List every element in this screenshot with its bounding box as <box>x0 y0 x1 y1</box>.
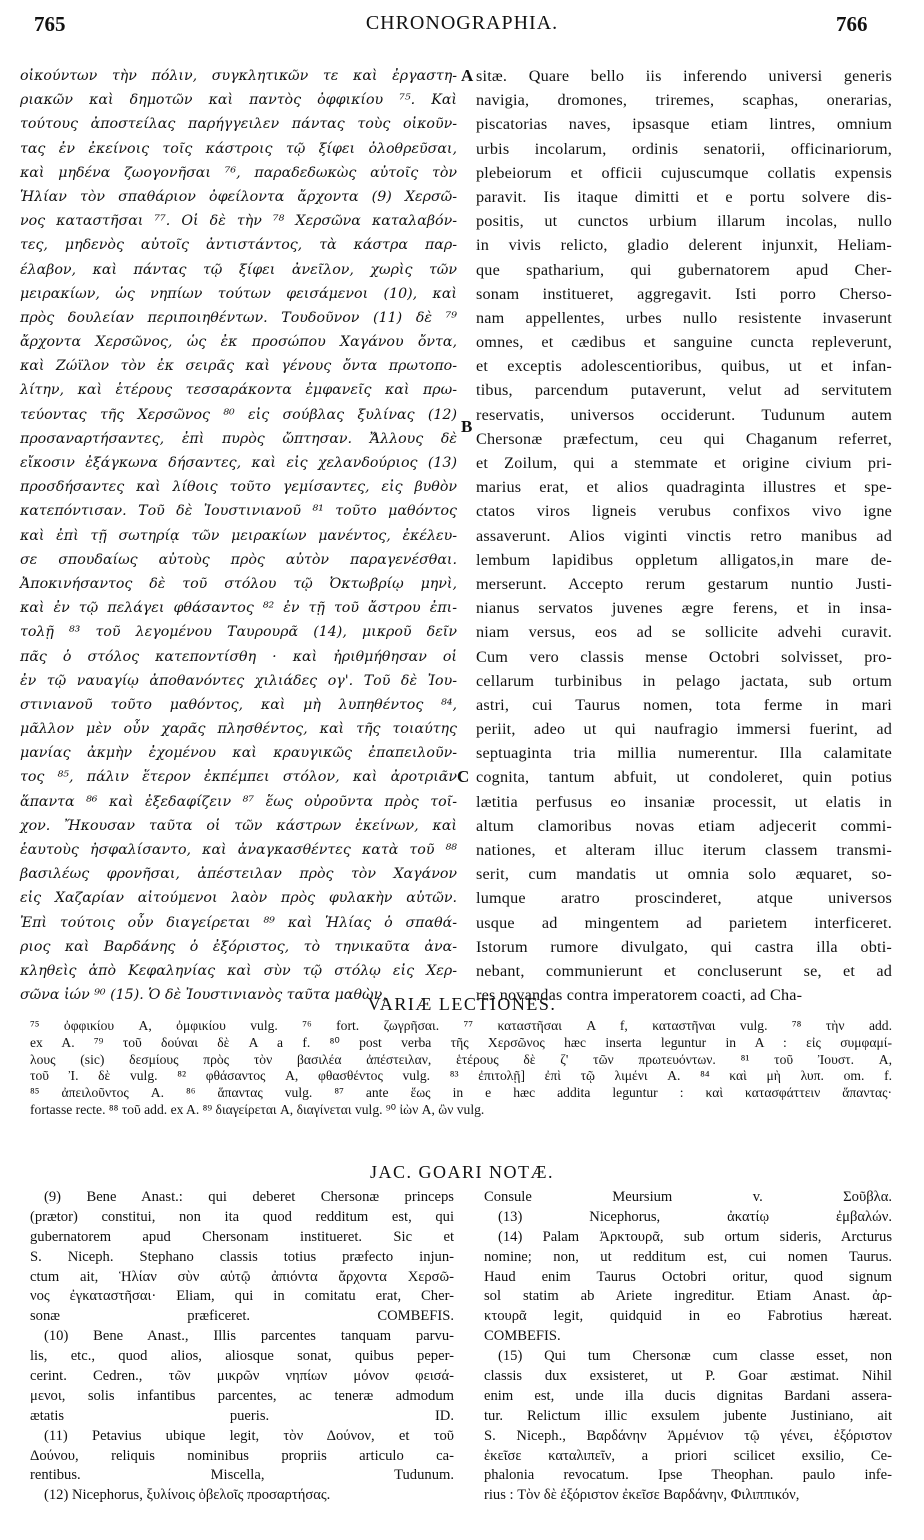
latin-text-line: altum clamoribus novas etiam adjecerit commi- <box>476 816 892 835</box>
note-line: ἐκεῖσε καταλιπεῖν, a priori scilicet exsilio, Ce- <box>484 1447 892 1464</box>
greek-text-line: Ἐπὶ τούτοις οὖν διαγείρεται ⁸⁹ καὶ Ἡλίας ὁ σπαθά- <box>20 914 457 931</box>
greek-text-line: πᾶς ὁ στόλος κατεποντίσθη · καὶ ἠριθμήθησαν οἱ <box>20 648 457 665</box>
right-page-number: 766 <box>836 12 868 36</box>
note-line: cerint. Cedren., τῶν μικρῶν νηπίων μόνον φεισά- <box>30 1368 454 1385</box>
latin-text-line: sonam institueret, aggregavit. Isti porro Cherso- <box>476 284 892 303</box>
latin-text-line: nationes, et alteram illuc iterum classem transmi- <box>476 841 892 859</box>
greek-text-line: χον. Ἤκουσαν ταῦτα οἱ τῶν κάστρων ἐκείνων, καὶ <box>20 817 457 834</box>
greek-text-line: κατεπόντισαν. Τοῦ δὲ Ἰουστινιανοῦ ⁸¹ τοῦτο μαθόντος <box>20 503 457 520</box>
greek-text-line: καὶ μηδένα ζωογονῆσαι ⁷⁶, παραδεδωκὼς αὐτοῖς τὸν <box>20 164 457 181</box>
latin-text-line: cellarum turbinibus in pelago jactata, sub ortum <box>476 671 892 690</box>
greek-text-line: Ἡλίαν τὸν σπαθάριον ὀφείλοντα ἄρχοντα (9) Χερσῶ- <box>20 188 457 205</box>
greek-text-line: καὶ Ζώϊλον τὸν ἐκ σειρᾶς καὶ γένους ὄντα πρωτοπο- <box>20 358 457 375</box>
variant-readings <box>30 1018 892 1119</box>
latin-text-line: astri, cui Taurus nomen, tota ferme in mari <box>476 695 892 714</box>
margin-marker-c: C <box>457 767 470 786</box>
greek-text-line: προσαναρτήσαντες, ἐπὶ πυρὸς ὤπτησαν. Ἄλλους δὲ <box>20 430 457 447</box>
note-line: (15) Qui tum Chersonæ cum classe esset, non <box>498 1348 892 1365</box>
note-line: (11) Petavius ubique legit, τὸν Δούνον, et τοῦ <box>44 1427 454 1444</box>
greek-text-line: λίτην, καὶ ἑτέρους τεσσαράκοντα ἐμφανεῖς καὶ πρω- <box>20 382 457 399</box>
latin-text-line: Cum vero classis mense Octobri solvisset, pro- <box>476 647 892 666</box>
latin-text-line: et Zoilum, qui a stemmate et origine civium pri- <box>476 454 892 472</box>
note-line: (13) Nicephorus, ἀκατίῳ ἐμβαλών. <box>498 1208 892 1225</box>
notes-left-column <box>30 1188 454 1528</box>
variant-reading-line: ⁷⁵ ὀφφικίου A, ὀμφικίου vulg. ⁷⁶ fort. ζωγρῆσαι. ⁷⁷ καταστῆσαι A f, καταστῆναι vulg. ⁷⁸ τὴν add. <box>30 1018 892 1033</box>
greek-text-line: εἰς Χαζαρίαν αἰτούμενοι λαὸν πρὸς φυλακὴν αὐτῶν. <box>20 890 457 907</box>
greek-text-line: ἄρχοντα Χερσῶνος, ὡς ἐκ προσώπου Χαγάνου ὄντα, <box>20 334 457 351</box>
note-line: ctum ait, Ἡλίαν σὺν αὐτῷ ἀπιόντα ἄρχοντα Χερσῶ- <box>30 1268 454 1285</box>
greek-text-line: ἅπαντα ⁸⁶ καὶ ἐξεδαφίζειν ⁸⁷ ἕως οὐροῦντα πρὸς τοῖ- <box>20 793 457 810</box>
greek-text-line: τες, μηδενὸς αὐτοῖς ἀντιστάντος, τὰ κάστρα παρ- <box>20 237 457 254</box>
latin-text-line: positis, ut cunctos urbium illarum incolas, nullo <box>476 212 892 231</box>
notes-heading: JAC. GOARI NOTÆ. <box>369 1162 554 1182</box>
margin-marker-b: B <box>461 417 473 436</box>
variant-reading-line: τοῦ Ἰ. δὲ vulg. ⁸² φθάσαντος A, φθασθέντος vulg. ⁸³ ἐπιτολῇ] ἐπὶ τῷ λιμένι A. ⁸⁴ καὶ μὴ λυπ. om. f. <box>30 1068 892 1084</box>
greek-text-line: βασιλέως φρονῆσαι, ἀπέστειλαν πρὸς τὸν Χαγάνον <box>20 866 457 883</box>
latin-text-line: Istorum rumore divulgato, qui castra illa obti- <box>476 937 892 956</box>
latin-text-line: lembum lapidibus oppletum alligatos,in mare de- <box>476 550 892 569</box>
greek-text-line: μειρακίων, ὡς νηπίων τούτων φεισάμενοι (10), καὶ <box>20 285 457 302</box>
variant-reading-line: λους (sic) δεσμίους πρὸς τὸν βασιλέα ἀπέστειλαν, ἑτέρους δὲ ζ' τῶν πρωτευόντων. ⁸¹ τοῦ Ἰουστ. A, <box>30 1051 892 1067</box>
latin-text-line: septuaginta tria millia numerentur. Illa calamitate <box>476 744 892 763</box>
latin-text-line: merserunt. Accepto rerum gestarum nuntio Justi- <box>476 574 892 593</box>
latin-text-line: nam appellentes, urbes nullo resistente invaserunt <box>476 308 892 327</box>
note-line: gubernatorem apud Chersonam institueret. Sic et <box>30 1228 454 1245</box>
running-header <box>0 8 924 38</box>
notes-right-column <box>484 1188 892 1528</box>
variae-lectiones-heading: VARIÆ LECTIONES. <box>367 994 557 1014</box>
note-line: nomine; non, ut redditum est, cui nomen Taurus. <box>484 1248 892 1265</box>
latin-text-line: omnes, et cædibus et sanguine cuncta repleverunt, <box>476 333 892 352</box>
greek-text-line: σῶνα ἰών ⁹⁰ (15). Ὁ δὲ Ἰουστινιανὸς ταῦτα μαθὼν, <box>20 987 387 1004</box>
greek-text-line: έλαβον, καὶ πάντας τῷ ξίφει ἀνεῖλον, χωρὶς τῶν <box>20 261 457 278</box>
variant-reading-line: ex A. ⁷⁹ τοῦ δούναι δὲ A a f. ⁸⁰ post verba τῆς Χερσῶνος hæc inserta leguntur in A : εἰς συμφαμί- <box>30 1034 892 1050</box>
latin-text-line: lætitia perfusus eo insaniæ processit, ut elatis in <box>476 792 892 811</box>
greek-text-line: νος καταστῆσαι ⁷⁷. Οἱ δὲ τὴν ⁷⁸ Χερσῶνα καταλαβόν- <box>20 213 457 230</box>
latin-text-line: Chersonæ præfectum, ceu qui Chaganum referret, <box>476 429 892 448</box>
latin-text-line: que spatharium, qui gubernatorem apud Cher- <box>476 260 892 279</box>
note-line: sonæ præficeret. COMBEFIS. <box>30 1308 454 1325</box>
left-page-number: 765 <box>34 12 66 36</box>
greek-text-line: τεύοντας τῆς Χερσῶνος ⁸⁰ εἰς σούβλας ξυλίνας (12) <box>20 406 457 423</box>
note-line: rentibus. Miscella, Tudunum. <box>30 1467 454 1484</box>
latin-text-line: navigia, dromones, triremes, scaphas, onerarias, <box>476 91 892 110</box>
latin-text-line: sitæ. Quare bello iis inferendo universi generis <box>476 67 892 85</box>
note-line: classis dux exsisteret, ut P. Goar æstimat. Nihil <box>484 1368 892 1385</box>
latin-text-line: tibus, parcendum putaverunt, velut ad servitutem <box>476 381 892 400</box>
latin-text-line: periit, adeo ut qui naufragio immersi fuerint, ad <box>476 720 892 739</box>
greek-text-line: ἑαυτοὺς ἠσφαλίσαντο, καὶ ἀναγκασθέντες κατὰ τοῦ ⁸⁸ <box>20 842 457 858</box>
greek-text-line: ριος καὶ Βαρδάνης ὁ ἐξόριστος, τὸ τηνικαῦτα ἀνα- <box>20 938 457 955</box>
latin-text-line: lumque aratro proscinderet, atque universos <box>476 889 892 908</box>
greek-text-line: πρὸς δουλείαν περιποιηθέντων. Τουδοῦνον (11) δὲ ⁷⁹ <box>20 309 457 326</box>
latin-text-line: assaverunt. Alios viginti vinctis retro manibus ad <box>476 526 892 545</box>
latin-text-line: res novandas contra imperatorem coacti, ad Cha- <box>476 986 803 1005</box>
greek-text-line: τολῇ ⁸³ τοῦ λεγομένου Ταυρουρᾶ (14), μικροῦ δεῖν <box>20 624 457 641</box>
note-line: phalonia revocatum. Ipse Theophan. paulo infe- <box>484 1467 892 1484</box>
running-title: CHRONOGRAPHIA. <box>365 12 559 34</box>
note-line: (14) Palam Ἀρκτουρᾶ, sub ortum sideris, Arcturus <box>498 1228 892 1245</box>
greek-text-line: καὶ ἐν τῷ πελάγει φθάσαντος ⁸² ἐν τῇ τοῦ ἄστρου ἐπι- <box>20 600 457 617</box>
greek-text-line: τούτους ἀποστείλας παρήγγειλεν πάντας τοὺς οἰκοῦν- <box>20 116 457 133</box>
greek-text-line: μανίας ἀκμὴν ἐχομένου καὶ κραυγικῶς ἐπαπειλοῦν- <box>20 745 457 762</box>
latin-text-line: nebant, communierunt et concluserunt se, et ad <box>476 961 892 980</box>
note-line: (10) Bene Anast., Illis parcentes tanquam parvu- <box>44 1328 454 1345</box>
latin-text-line: in vivis relicto, gladio delerent injunxit, Heliam- <box>476 236 892 255</box>
note-line: μενοι, solis infantibus parcentes, ac teneræ admodum <box>30 1387 454 1404</box>
greek-text-line: τας ἐν ἐκείνοις τοῖς κάστροις τῷ ξίφει ὀλοθρεῦσαι, <box>20 140 457 157</box>
note-line: sol statim ab Ariete ingreditur. Etiam Anast. ἀρ- <box>484 1288 892 1305</box>
latin-text-line: paravit. Iis itaque dimitti et e portu solvere dis- <box>476 187 892 206</box>
note-line: rius : Τὸν δὲ ἐξόριστον ἐκεῖσε Βαρδάνην, Φιλιππικόν, <box>484 1487 800 1504</box>
note-line: (9) Bene Anast.: qui deberet Chersonæ princeps <box>44 1189 454 1205</box>
latin-text-column <box>476 64 892 1005</box>
note-line: κτουρᾶ legit, quidquid in eo Fabrotius hæreat. <box>484 1308 892 1325</box>
greek-text-line: στινιανοῦ τοῦτο μαθόντος, καὶ μὴ λυπηθέντος ⁸⁴, <box>20 696 457 713</box>
note-line: COMBEFIS. <box>484 1328 561 1345</box>
greek-text-column <box>20 64 457 1004</box>
latin-text-line: cognita, tantum abfuit, ut condoleret, quin potius <box>476 768 892 787</box>
latin-text-line: plebeiorum et officii cujuscumque collatis expensis <box>476 163 892 182</box>
greek-text-line: οἰκούντων τὴν πόλιν, συγκλητικῶν τε καὶ ἐργαστη- <box>20 68 457 84</box>
latin-text-line: ctatos viros ligneis verubus confixos vivo igne <box>476 502 892 521</box>
note-line: lis, etc., quod alios, aliosque sonat, quibus peper- <box>30 1348 454 1365</box>
greek-text-line: Ἀποκινήσαντος δὲ τοῦ στόλου τῷ Ὀκτωβρίῳ μηνὶ, <box>20 575 457 592</box>
greek-text-line: ριακῶν καὶ δημοτῶν καὶ παντὸς ὀφφικίου ⁷⁵. Καὶ <box>20 92 457 109</box>
note-line: Δούνου, reliquis nominibus propriis articulo ca- <box>30 1447 454 1464</box>
note-line: S. Niceph. Stephano classis totius præfecto injun- <box>30 1248 454 1265</box>
latin-text-line: niam versus, eos ad se sollicite advehi curavit. <box>476 623 892 642</box>
latin-text-line: et exceptis adolescentioribus, quibus, ut et infan- <box>476 357 892 376</box>
note-line: Consule Meursium v. Σοῦβλα. <box>484 1189 892 1205</box>
latin-text-line: usque ad mingentem ad parietem interficeret. <box>476 913 892 932</box>
margin-marker-a: A <box>461 66 474 85</box>
note-line: (prætor) constitui, non ita quod redditum est, qui <box>30 1208 454 1225</box>
greek-text-line: μᾶλλον μὲν οὖν χαρᾶς πλησθέντος, καὶ τῆς τοιαύτης <box>20 721 457 738</box>
note-line: enim est, unde illa ducis dignitas Bardani assera- <box>484 1387 892 1404</box>
latin-text-line: nianus servatos juvenes ægre ferens, et in insa- <box>476 599 892 618</box>
greek-text-line: καὶ ἐπὶ τῇ σωτηρίᾳ τῶν μειρακίων μανέντος, ἐκέλευ- <box>20 527 457 544</box>
note-line: ætatis pueris. ID. <box>30 1407 454 1424</box>
latin-text-line: reservatis, universos occiderunt. Tudunum autem <box>476 405 892 424</box>
variant-reading-line: ⁸⁵ ἀπειλοῦντος A. ⁸⁶ ἅπαντας vulg. ⁸⁷ ante ἕως in e hæc addita leguntur : καὶ κατασφάττειν ἅπαντας· <box>30 1085 892 1101</box>
greek-text-line: εἴκοσιν ἐξάγκωνα δήσαντες, καὶ εἰς χελανδούριος (13) <box>20 455 457 471</box>
note-line: Haud enim Taurus Octobri oritur, quod signum <box>484 1268 892 1285</box>
latin-text-line: urbis incolarum, ordinis senatorii, officinariorum, <box>476 139 892 158</box>
latin-text-line: serit, cum mandatis ut omnia solo æquaret, so- <box>476 865 892 884</box>
note-line: tur. Relictum illic exsulem jubente Justiniano, ait <box>484 1407 892 1424</box>
note-line: νος ἐγκαταστῆσαι· Eliam, qui in comitatu erat, Cher- <box>30 1288 454 1305</box>
greek-text-line: κληθεὶς ἀπὸ Κεφαληνίας καὶ σὺν τῷ στόλῳ εἰς Χερ- <box>20 962 457 979</box>
greek-text-line: τος ⁸⁵, πάλιν ἕτερον ἐκπέμπει στόλον, καὶ ἀροτριᾶν <box>20 769 457 786</box>
variant-reading-line: fortasse recte. ⁸⁸ τοῦ add. ex A. ⁸⁹ διαγείρεται A, διαγίνεται vulg. ⁹⁰ ἰὼν A, ὢν vulg. <box>30 1101 485 1117</box>
greek-text-line: ἐν τῷ ναυαγίῳ ἀποθανόντες χιλιάδες ογ'. Τοῦ δὲ Ἰου- <box>20 672 457 689</box>
greek-text-line: προσδήσαντες καὶ λίθοις τοῦτο γεμίσαντες, εἰς βυθὸν <box>20 479 457 496</box>
greek-text-line: σε σπουδαίως αὐτοὺς πρὸς αὐτὸν παραγενέσθαι. <box>20 551 457 568</box>
note-line: (12) Nicephorus, ξυλίνοις ὀβελοῖς προσαρτήσας. <box>44 1487 331 1504</box>
latin-text-line: piscatorias naves, ipsasque etiam lintres, omnium <box>476 115 892 134</box>
latin-text-line: marius erat, et alios quadraginta illustres et spe- <box>476 478 892 497</box>
note-line: S. Niceph., Βαρδάνην Ἀρμένιον τῷ γένει, ἐξόριστον <box>484 1427 892 1444</box>
